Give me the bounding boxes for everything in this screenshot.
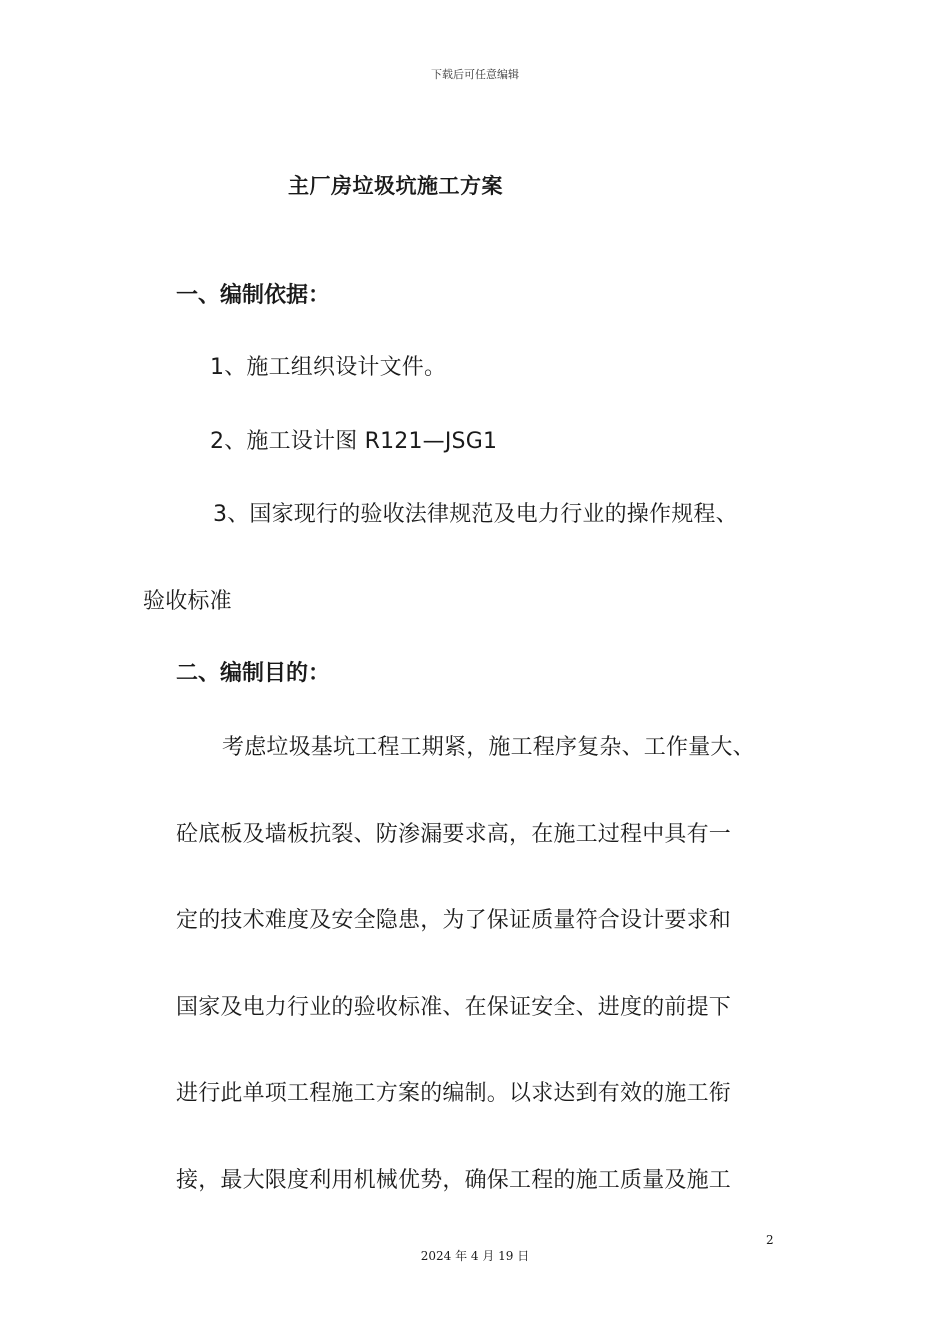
basis-item-2: 2、施工设计图 R121—JSG1 bbox=[210, 429, 498, 454]
section-heading-purpose: 二、编制目的： bbox=[176, 661, 331, 686]
purpose-line-4: 国家及电力行业的验收标准、在保证安全、进度的前提下 bbox=[176, 995, 732, 1020]
basis-item-1: 1、施工组织设计文件。 bbox=[210, 355, 447, 380]
basis-item-3-continuation: 验收标准 bbox=[143, 589, 232, 614]
page-number: 2 bbox=[766, 1233, 774, 1247]
document-title: 主厂房垃圾坑施工方案 bbox=[288, 174, 503, 198]
purpose-line-1: 考虑垃圾基坑工程工期紧，施工程序复杂、工作量大、 bbox=[222, 735, 755, 760]
purpose-line-2: 砼底板及墙板抗裂、防渗漏要求高，在施工过程中具有一 bbox=[176, 822, 732, 847]
purpose-line-6: 接，最大限度利用机械优势，确保工程的施工质量及施工 bbox=[176, 1168, 732, 1193]
section-heading-basis: 一、编制依据： bbox=[176, 283, 331, 308]
header-note: 下载后可任意编辑 bbox=[431, 68, 519, 81]
purpose-line-5: 进行此单项工程施工方案的编制。以求达到有效的施工衔 bbox=[176, 1081, 732, 1106]
footer-date: 2024 年 4 月 19 日 bbox=[420, 1249, 530, 1263]
purpose-line-3: 定的技术难度及安全隐患，为了保证质量符合设计要求和 bbox=[176, 908, 732, 933]
basis-item-3: 3、国家现行的验收法律规范及电力行业的操作规程、 bbox=[213, 502, 738, 527]
